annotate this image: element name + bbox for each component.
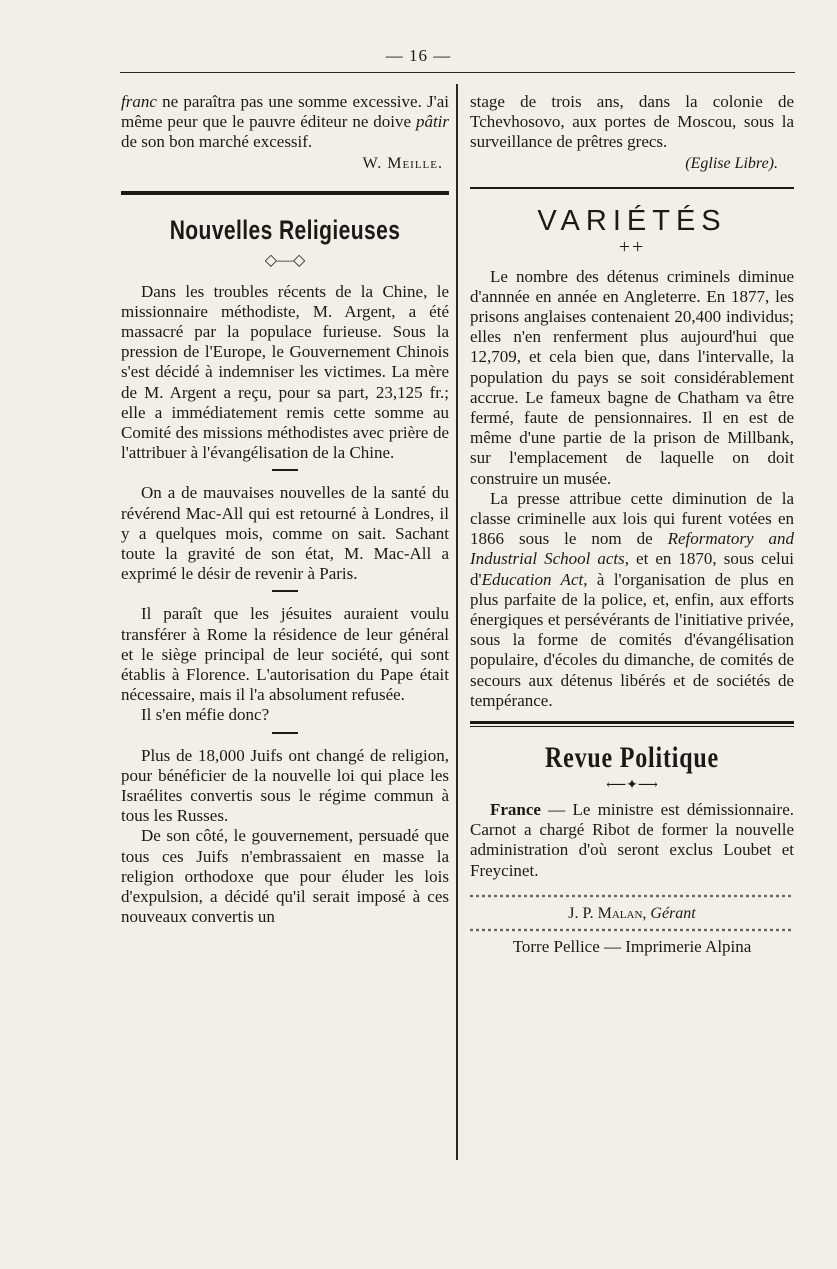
article-juifs: Plus de 18,000 Juifs ont changé de religion, pour bénéficier de la nouvelle loi qui place les Israélites convertis sous le régime commun à tous les Russes. [121, 745, 449, 826]
continuation-paragraph: stage de trois ans, dans la colonie de Tchevhosovo, aux portes de Moscou, sous la surveillance de prêtres grecs. [470, 92, 794, 152]
section-title-varietes: VARIÉTÉS [537, 204, 727, 237]
left-column [121, 92, 449, 928]
header-rule [120, 72, 795, 73]
section-rule [121, 191, 449, 195]
column-divider [456, 84, 458, 1160]
gerant-title: Gérant [650, 904, 696, 922]
wavy-rule [470, 929, 794, 931]
presse-act2: Education Act [481, 569, 584, 589]
source-credit: (Eglise Libre). [685, 154, 778, 172]
printer-line: Torre Pellice — Imprimerie Alpina [512, 936, 752, 956]
presse-a: La presse attribue cette diminution de la classe criminelle aux lois qui furent votées en 1866 sous le nom de [470, 488, 794, 549]
article-chine: Dans les troubles récents de la Chine, le missionnaire méthodiste, M. Argent, a été massacré par la populace furieuse. Sous la pression de l'Europe, le Gouvernement Chinois s'est décidé à indemniser les victimes. La mère de M. Argent a reçu, pour sa part, 23,125 fr.; elle a immédiatement remis cette somme au Comité des missions méthodistes avec prière de l'attribuer à l'évangélisation de la Chine. [121, 281, 449, 463]
section-title-revue: Revue Politique [545, 741, 719, 775]
section-rule-double [470, 721, 794, 727]
article-jesuites: Il paraît que les jésuites auraient voulu transférer à Rome la résidence de leur général et le siège principal de leur société, qui sont établis à Florence. L'autorisation du Pape était nécessaire, mais il l'a absolument refusée. [121, 604, 449, 705]
france-label: France [490, 800, 541, 820]
intro-paragraph [121, 92, 449, 153]
right-column [470, 92, 794, 957]
intro-patir: pâtir [415, 112, 449, 132]
ornament: ◇—◇ [264, 251, 306, 269]
article-mac-all: On a de mauvaises nouvelles de la santé du révérend Mac-All qui est retourné à Londres, il y a quelques mois, comme on sait. Sachant toute la gravité de son état, M. Mac-All a exprimé le désir de revenir à Paris. [121, 483, 449, 584]
section-rule [470, 187, 794, 189]
wavy-rule [470, 895, 794, 897]
page-number: — 16 — [385, 46, 452, 65]
presse-act1: Reformatory and Industrial School acts [470, 529, 794, 569]
france-text: — Le ministre est démissionnaire. Carnot a chargé Ribot de former la nouvelle administration d'où seront exclus Loubet et Freycinet. [470, 800, 794, 880]
separator [272, 590, 298, 592]
article-juifs-2: De son côté, le gouvernement, persuadé que tous ces Juifs n'embrassaient en masse la religion orthodoxe que pour éluder les lois d'expulsion, a décidé qu'il serait imposé à ces nouveaux convertis un [121, 826, 449, 927]
gerant-line: J. P. Malan, Gérant [568, 904, 696, 922]
section-title-religieuses: Nouvelles Religieuses [169, 214, 401, 245]
intro-mid: ne paraîtra pas une somme excessive. J'ai même peur que le pauvre éditeur ne doive [121, 92, 449, 132]
intro-end: de son bon marché excessif. [121, 132, 313, 152]
separator [272, 469, 298, 471]
article-presse [470, 489, 794, 711]
ornament-plus: ++ [618, 235, 646, 258]
intro-franc: franc [121, 92, 157, 111]
article-detenus: Le nombre des détenus criminels diminue d'annnée en année en Angleterre. En 1877, les prisons anglaises contenaient 20,400 individus; elles n'en renferment plus aujourd'hui que 12,709, et cela bien que, dans l'intervalle, la population du pays se soit considérablement accrue. Le fameux bagne de Chatham va être fermé, faute de pensionnaires. Il en est de même d'une partie de la prison de Millbank, sur l'emplacement de laquelle on doit construire un musée. [470, 266, 794, 488]
article-france [470, 800, 794, 881]
article-jesuites-question: Il s'en méfie donc? [141, 705, 270, 725]
ornament-revue: ⟵✦⟶ [606, 778, 658, 794]
gerant-name: J. P. Malan [568, 904, 643, 922]
presse-c: , à l'organisation de plus en plus parfaite de la police, et, enfin, aux efforts énergiques et persévérants de l'initiative privée, sous la forme de comités d'évangélisation populaire, d'écoles du dimanche, de comités de secours aux détenus libérés et de sociétés de tempérance. [470, 569, 794, 710]
presse-b: , et en 1870, sous celui d' [470, 549, 794, 589]
separator [272, 732, 298, 734]
signature: W. Meille. [362, 154, 443, 172]
